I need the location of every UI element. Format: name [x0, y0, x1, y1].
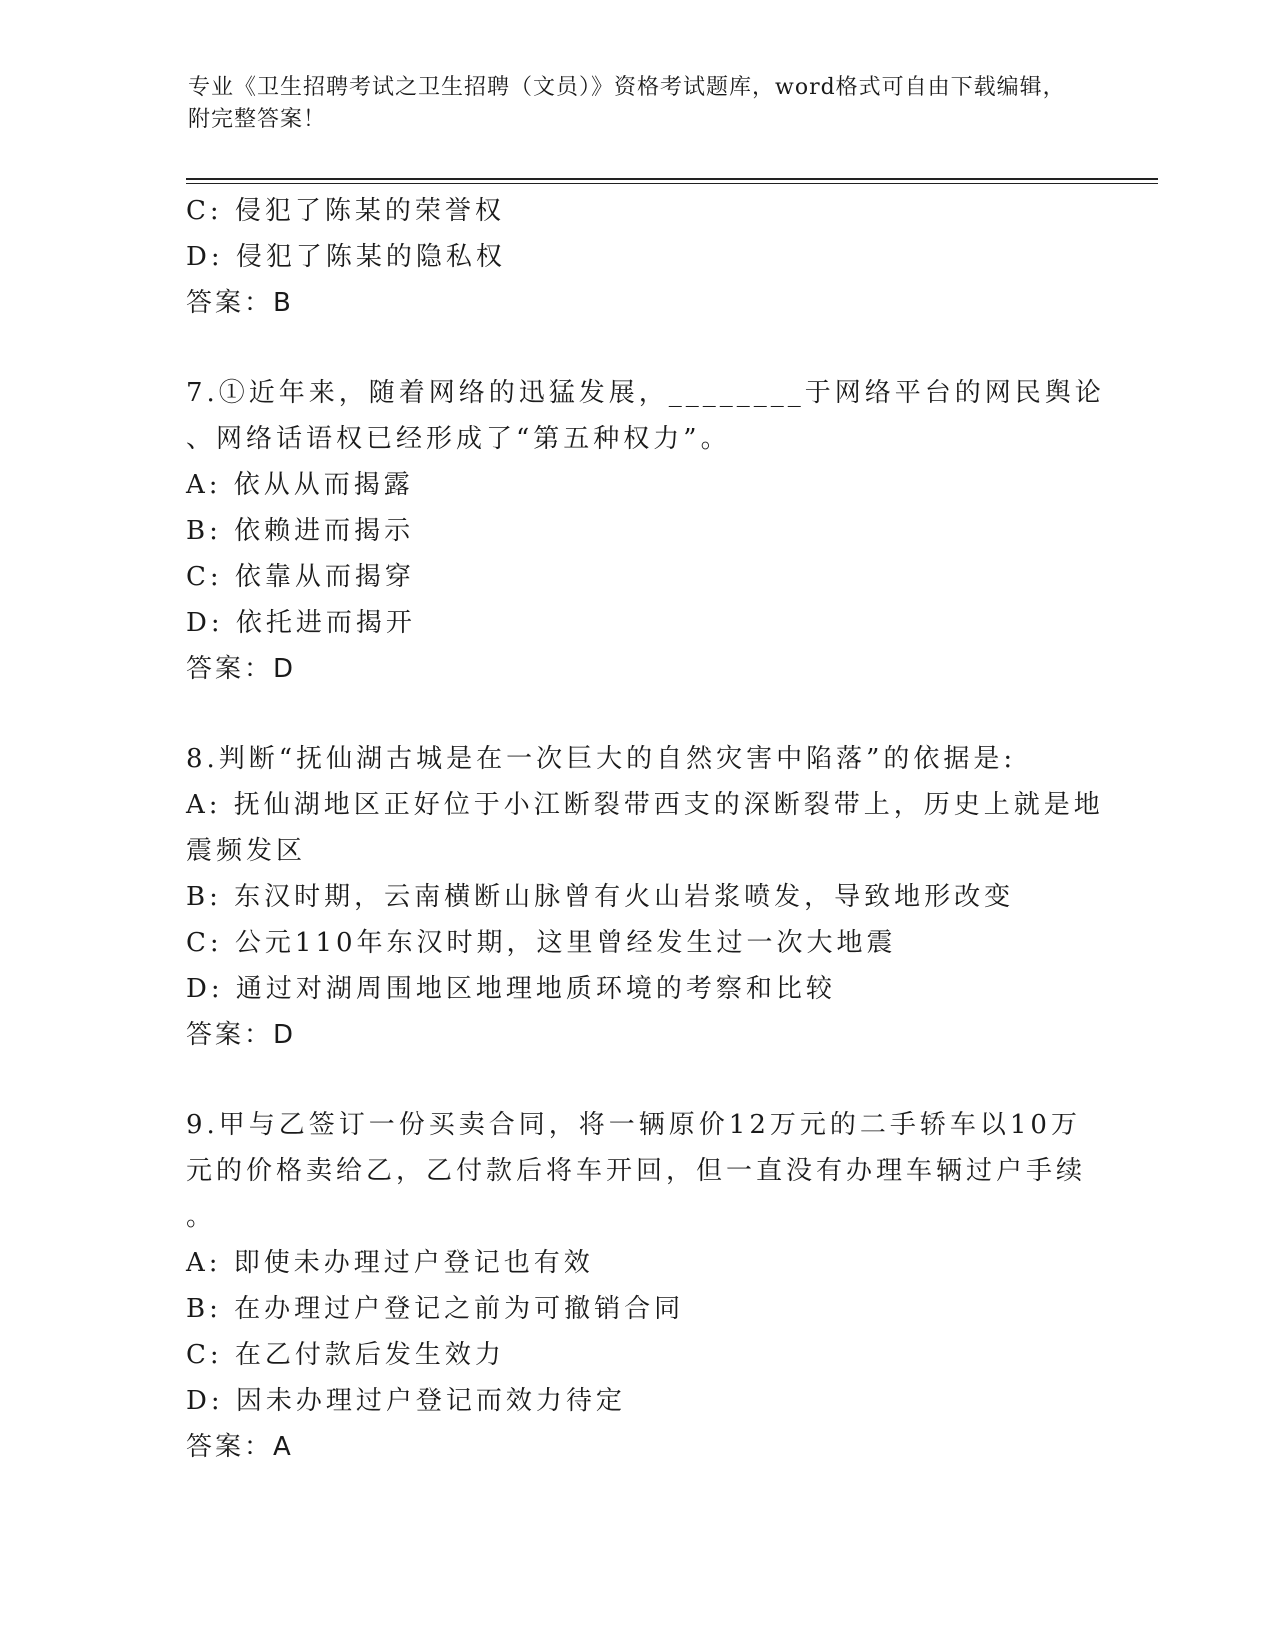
answer-line: 答案：D: [186, 1020, 297, 1050]
option-line: A: 抚仙湖地区正好位于小江断裂带西支的深断裂带上，历史上就是地: [186, 790, 1104, 820]
option-line: D: 侵犯了陈某的隐私权: [186, 242, 506, 272]
option-line: A: 即使未办理过户登记也有效: [186, 1248, 594, 1278]
answer-line: 答案：A: [186, 1432, 294, 1462]
page-header: 专业《卫生招聘考试之卫生招聘（文员）》资格考试题库，word格式可自由下载编辑，附完整答案！: [188, 75, 1066, 132]
option-line: C: 在乙付款后发生效力: [186, 1340, 505, 1370]
question-stem-line: 元的价格卖给乙，乙付款后将车开回，但一直没有办理车辆过户手续: [186, 1156, 1087, 1186]
option-line: C: 依靠从而揭穿: [186, 562, 415, 592]
question-7: [186, 370, 1105, 692]
option-line: C: 公元110年东汉时期，这里曾经发生过一次大地震: [186, 928, 897, 958]
header-divider-thick: [186, 178, 1158, 180]
question-9: [186, 1102, 1086, 1470]
option-line: B: 依赖进而揭示: [186, 516, 415, 546]
question-stem-line: 7.①近年来，随着网络的迅猛发展，________于网络平台的网民舆论: [186, 378, 1105, 408]
option-line: C: 侵犯了陈某的荣誉权: [186, 196, 505, 226]
answer-line: 答案：B: [186, 288, 294, 318]
option-line: B: 东汉时期，云南横断山脉曾有火山岩浆喷发，导致地形改变: [186, 882, 1015, 912]
answer-line: 答案：D: [186, 654, 297, 684]
option-line: D: 依托进而揭开: [186, 608, 416, 638]
prev-question-block: [186, 188, 1086, 326]
question-stem-line: 。: [186, 1202, 217, 1232]
option-line: D: 通过对湖周围地区地理地质环境的考察和比较: [186, 974, 836, 1004]
question-stem-line: 、网络话语权已经形成了“第五种权力”。: [186, 424, 731, 454]
question-stem-line: 9.甲与乙签订一份买卖合同，将一辆原价12万元的二手轿车以10万: [186, 1110, 1081, 1140]
header-divider-thin: [186, 183, 1158, 184]
option-line: B: 在办理过户登记之前为可撤销合同: [186, 1294, 685, 1324]
question-stem-line: 8.判断“抚仙湖古城是在一次巨大的自然灾害中陷落”的依据是:: [186, 744, 1017, 774]
option-line: A: 依从从而揭露: [186, 470, 414, 500]
question-8: [186, 736, 1104, 1058]
question-content: [186, 188, 1105, 1470]
option-line: 震频发区: [186, 836, 307, 866]
option-line: D: 因未办理过户登记而效力待定: [186, 1386, 626, 1416]
